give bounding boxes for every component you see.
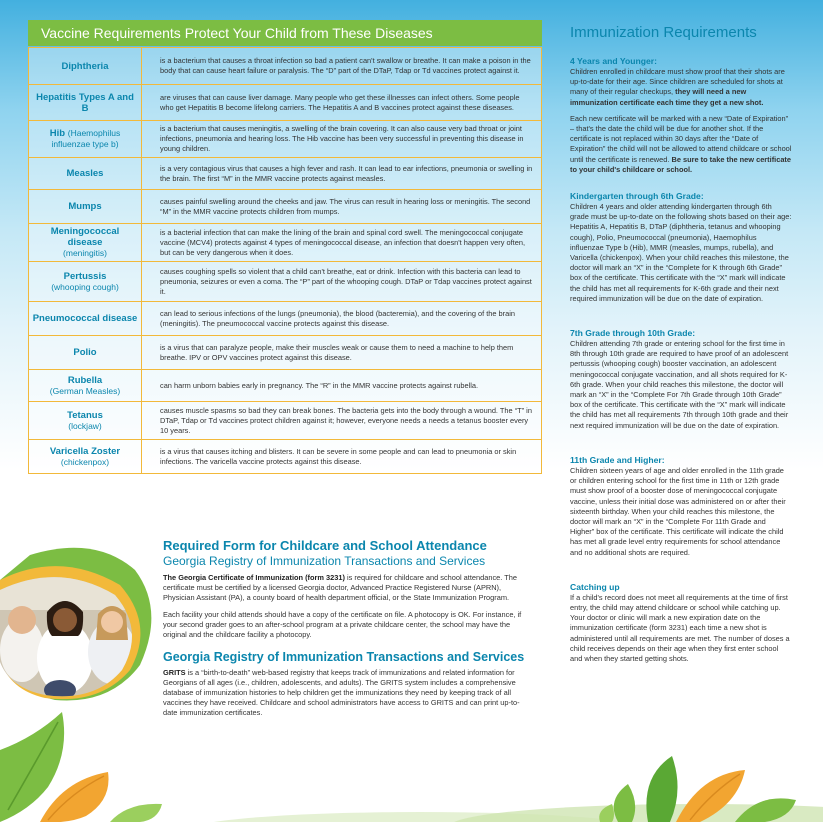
section-heading: 11th Grade and Higher: (570, 454, 665, 465)
section-11th-higher (570, 455, 792, 558)
required-form-subtitle: Georgia Registry of Immunization Transactions and Services (163, 554, 486, 568)
section-heading: Catching up (570, 581, 620, 592)
disease-description: causes muscle spasms so bad they can break bones. The bacteria gets into the body through a wound. The “T” in DTaP, Tdap or Td vaccines protect children against it; however, everyone needs a needs a tetanus booster every 10 years. (142, 402, 542, 440)
disease-name: Meningococcal disease (50, 226, 120, 248)
facility-paragraph: Each facility your child attends should have a copy of the certificate on file. A photocopy is OK. For instance, if your second grader goes to an after-school program at a private childcare center, the school may have the original and the childcare facility a photocopy. (163, 610, 522, 639)
disease-description: is a bacterial infection that can make the lining of the brain and spinal cord swell. The meningococcal conjugate vaccine (MCV4) protects against 4 types of meningococcal disease, an infection that doesn't happen very often, but can be very dangerous when it does. (142, 224, 542, 262)
section-catching-up (570, 582, 792, 664)
disease-name-cell (29, 48, 142, 85)
title-bold: Required Form (163, 538, 256, 553)
disease-name: Polio (73, 347, 97, 358)
disease-row (29, 402, 542, 440)
section-paragraph (570, 114, 792, 175)
paragraph-text: Children enrolled in childcare must show proof that their shots are up-to-date for their age. Since children are scheduled for shots at many of their regular checkups, (570, 67, 785, 97)
disease-row (29, 190, 542, 224)
disease-name-cell (29, 190, 142, 224)
disease-description: is a virus that causes itching and blisters. It can be severe in some people and can lead to pneumonia or skin infections. The varicella vaccine protects against this disease. (142, 440, 542, 474)
disease-description: is a bacterium that causes a throat infection so bad a patient can't swallow or breathe. It can make a poison in the body that can cause heart failure or paralysis. The “D” part of the DTaP, Tdap or Td vaccines protect against it. (142, 48, 542, 85)
disease-alt-name: (chickenpox) (60, 456, 110, 467)
disease-name: Hib (49, 128, 66, 139)
paragraph-text: is a “birth-to-death” web-based registry that keeps track of immunizations and related information for Georgians of all ages (i.e., children, adolescents, and adults). The GRITS system includes a comprehensive database of immunization histories to help children get the immunizations they need by keeping track of all vaccines they have received. Childcare and school administrators have access to GRITS and can print up-to-date immunization certificates. (163, 668, 520, 717)
disease-alt-name: (whooping cough) (51, 281, 119, 292)
paragraph-text: Each new certificate will be marked with a new “Date of Expiration” – that's the date the child will be due for another shot. If the certificate is not replaced within 30 days after the “Date of Expiration” the child will not be allowed to attend childcare or school until the certificate is renewed. (570, 113, 792, 164)
disease-row (29, 158, 542, 190)
disease-table-section (28, 20, 542, 474)
grits-paragraph (163, 668, 533, 718)
disease-row (29, 440, 542, 474)
disease-name: Mumps (68, 201, 102, 212)
paragraph-emphasis: they will need a new immunization certificate each time they get a new shot. (570, 87, 764, 107)
paragraph-emphasis: GRITS (163, 668, 186, 677)
grits-title: Georgia Registry of Immunization Transactions and Services (163, 650, 525, 664)
disease-name-cell (29, 85, 142, 121)
disease-name-cell (29, 402, 142, 440)
disease-description: is a bacterium that causes meningitis, a swelling of the brain covering. It can also cause very bad throat or joint infections, pneumonia and hearing loss. The Hib vaccine has been very successful in preventing this disease in young children. (142, 121, 542, 158)
title-rest: for Childcare and School Attendance (259, 538, 487, 553)
paragraph-emphasis: The Georgia Certificate of Immunization (form 3231) (163, 573, 345, 582)
disease-name-cell (29, 302, 142, 336)
disease-name-cell (29, 158, 142, 190)
disease-description: is a virus that can paralyze people, make their muscles weak or cause them to need a machine to help them breathe. IPV or OPV vaccines protect against this disease. (142, 336, 542, 370)
disease-name: Pneumococcal disease (32, 313, 138, 324)
disease-description: can harm unborn babies early in pregnancy. The “R” in the MMR vaccine protects against rubella. (142, 370, 542, 402)
section-paragraph: If a child's record does not meet all requirements at the time of first entry, the child may attend childcare or school while catching up. Your doctor or clinic will mark a new expiration date on the immunization certificate (form 3231) each time a new shot is administered until all requirements are met. The number of doses a child receives depends on their age when they first enter school and when they started getting shots. (570, 592, 790, 663)
section-paragraph: Children sixteen years of age and older enrolled in the 11th grade or children entering school for the first time in 11th or 12th grade must show proof of a booster dose of meningococcal conjugate vaccine, unless their initial dose was administered on or after their sixteenth birthday. When your child reaches this milestone, the doctor will mark an “X” in the “Complete For 11th Grade and Higher” box of the certificate. This certificate will indicate the child has met all grade level entry requirements for school attendance and no additional shots are required. (570, 465, 786, 557)
disease-description: causes painful swelling around the cheeks and jaw. The virus can result in hearing loss or meningitis. The second “M” in the MMR vaccine protects children from mumps. (142, 190, 542, 224)
disease-name-cell (29, 262, 142, 302)
disease-alt-name: (Haemophilus influenzae type b) (51, 128, 121, 149)
disease-name-cell (29, 370, 142, 402)
section-kindergarten-6th (570, 191, 792, 304)
disease-row (29, 224, 542, 262)
disease-description: causes coughing spells so violent that a child can't breathe, eat or drink. Infection with this bacteria can lead to pneumonia, seizures or even a coma. The “P” part of the whooping cough. DTaP or Tdap vaccines protect against it. (142, 262, 542, 302)
disease-description: are viruses that can cause liver damage. Many people who get these illnesses can infect others. Some people who get Hepatitis B become lifelong carriers. The Hepatitis A and B vaccines protect against these diseases. (142, 85, 542, 121)
disease-table (28, 47, 542, 474)
disease-name: Measles (66, 168, 104, 179)
disease-name: Diphtheria (61, 60, 109, 72)
section-heading: Kindergarten through 6th Grade: (570, 191, 704, 202)
disease-row (29, 302, 542, 336)
section-paragraph (570, 67, 792, 108)
disease-row (29, 121, 542, 158)
disease-name-cell (29, 440, 142, 474)
required-form-section (163, 538, 533, 725)
disease-name: Varicella Zoster (49, 445, 121, 457)
table-title: Vaccine Requirements Protect Your Child from These Diseases (28, 20, 542, 46)
disease-name: Hepatitis Types A and B (36, 91, 134, 114)
disease-name-cell (29, 336, 142, 370)
disease-row (29, 336, 542, 370)
disease-name: Tetanus (67, 409, 103, 421)
disease-alt-name: (meningitis) (63, 248, 107, 258)
section-paragraph: Children 4 years and older attending kindergarten through 6th grade must be up-to-date on the following shots based on their age: Hepatitis A, Hepatitis B, DTaP (diphtheria, tetanus and whooping cough), Polio, Pneumococcal (pneumonia), Haemophilus influenzae Type b (Hib), MMR (measles, mumps, rubella), and Varicella (chickenpox). When your child reaches this milestone, the doctor will mark an “X” in the “Complete for K through 6th Grade” box of the certificate. This certificate with the “X” mark will indicate the child has met all requirements for K-6th grade and their next required immunization will be due on the date of expiration. (570, 202, 792, 303)
paragraph-emphasis: Be sure to take the new certificate to your child's childcare or school. (570, 154, 792, 174)
required-form-title (163, 538, 533, 553)
students-photo (0, 540, 165, 710)
requirements-column (570, 24, 792, 670)
disease-name: Rubella (67, 374, 103, 386)
paragraph-text: is required for childcare and school attendance. The certificate must be certified by a licensed Georgia doctor, Advanced Practice Registered Nurse (APRN), Physician Assistant (PA), a county board of health department official, or the State Immunization Program. (163, 573, 517, 602)
section-heading: 7th Grade through 10th Grade: (570, 328, 696, 339)
section-paragraph: Children attending 7th grade or entering school for the first time in 8th through 10th grade are required to have proof of an adolescent pertussis (whooping cough) booster vaccination, an adolescent meningococcal conjugate vaccination, and all shots required for K-6th grade. When your child reaches this milestone, the doctor will mark an “X” in the “Complete For 7th Grade through 10th Grade” box of the certificate. This certificate with the “X” mark will indicate the child has met all requirements 7th through 10th grade and their next required immunization will be due on the date of expiration. (570, 339, 789, 430)
disease-row (29, 262, 542, 302)
disease-name: Pertussis (63, 270, 107, 282)
disease-description: is a very contagious virus that causes a high fever and rash. It can lead to ear infections, pneumonia or swelling in the brain. The first “M” in the MMR vaccine protects against measles. (142, 158, 542, 190)
disease-alt-name: (lockjaw) (68, 420, 102, 431)
disease-name-cell (29, 224, 142, 262)
disease-row (29, 48, 542, 85)
section-heading: 4 Years and Younger: (570, 56, 657, 66)
disease-name-cell (29, 121, 142, 158)
requirements-title: Immunization Requirements (570, 24, 757, 41)
disease-row (29, 370, 542, 402)
certificate-paragraph (163, 573, 533, 603)
section-4-years (570, 56, 792, 175)
disease-description: can lead to serious infections of the lungs (pneumonia), the blood (bacteremia), and the covering of the brain (meningitis). The pneumococcal vaccine protects against this disease. (142, 302, 542, 336)
section-7th-10th (570, 328, 792, 431)
disease-row (29, 85, 542, 121)
disease-alt-name: (German Measles) (49, 385, 121, 396)
